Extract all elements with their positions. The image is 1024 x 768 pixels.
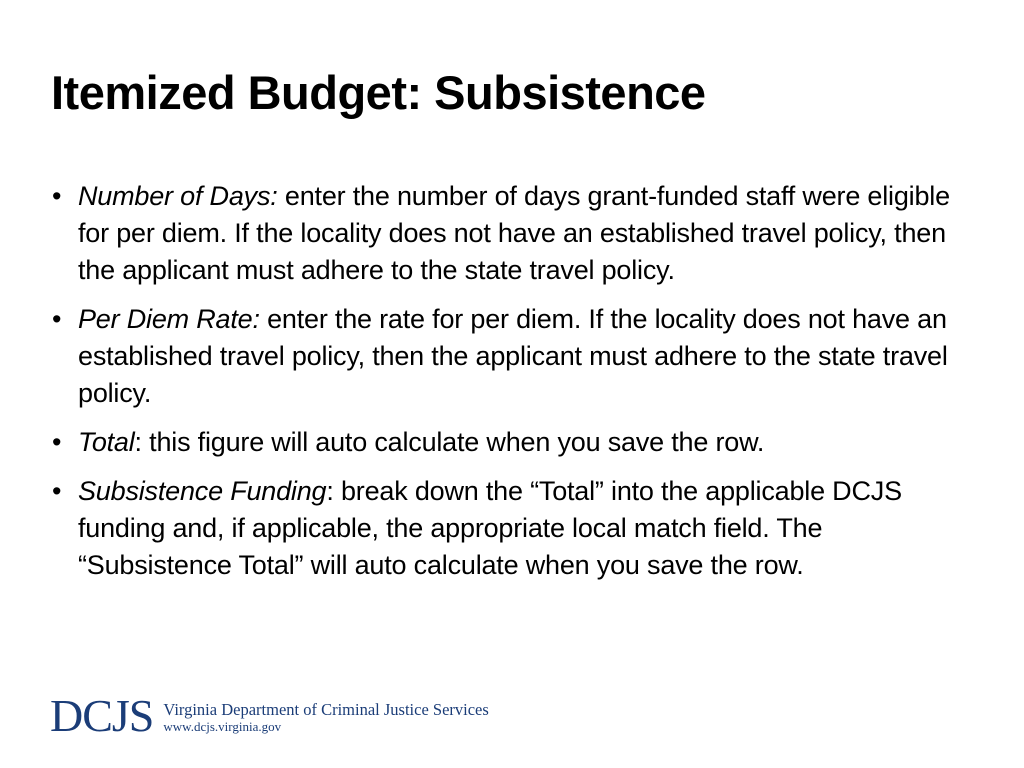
bullet-dot-icon: • [52,181,62,211]
bullet-item-subsistence-funding [52,473,982,584]
agency-block [163,698,488,735]
bullet-term: Per Diem Rate: [78,304,260,334]
bullet-item-per-diem-rate [52,301,982,412]
agency-name: Virginia Department of Criminal Justice Services [163,699,489,719]
bullet-text: : this figure will auto calculate when you save the row. [134,427,765,457]
dcjs-logo [50,690,489,741]
bullet-item-total [52,424,982,461]
slide-title: Itemized Budget: Subsistence [51,66,706,119]
bullet-term: Total [78,427,135,457]
bullet-text: enter the number of days grant-funded staff were eligible for per diem. If the locality does not have an established travel policy, then the applicant must adhere to the state travel policy. [78,181,950,285]
bullet-dot-icon: • [52,427,62,457]
bullet-dot-icon: • [52,304,62,334]
bullet-dot-icon: • [52,476,62,506]
bullet-term: Subsistence Funding [78,476,327,506]
dcjs-logo-mark: DCJS [50,690,154,741]
agency-url: www.dcjs.virginia.gov [163,718,282,734]
bullet-list [52,178,982,596]
bullet-text: : break down the “Total” into the applicable DCJS funding and, if applicable, the appropriate local match field. The “Subsistence Total” will auto calculate when you save the row. [78,476,902,580]
bullet-item-number-of-days [52,178,982,289]
bullet-term: Number of Days: [78,181,278,211]
bullet-text: enter the rate for per diem. If the locality does not have an established travel policy, then the applicant must adhere to the state travel policy. [78,304,948,408]
